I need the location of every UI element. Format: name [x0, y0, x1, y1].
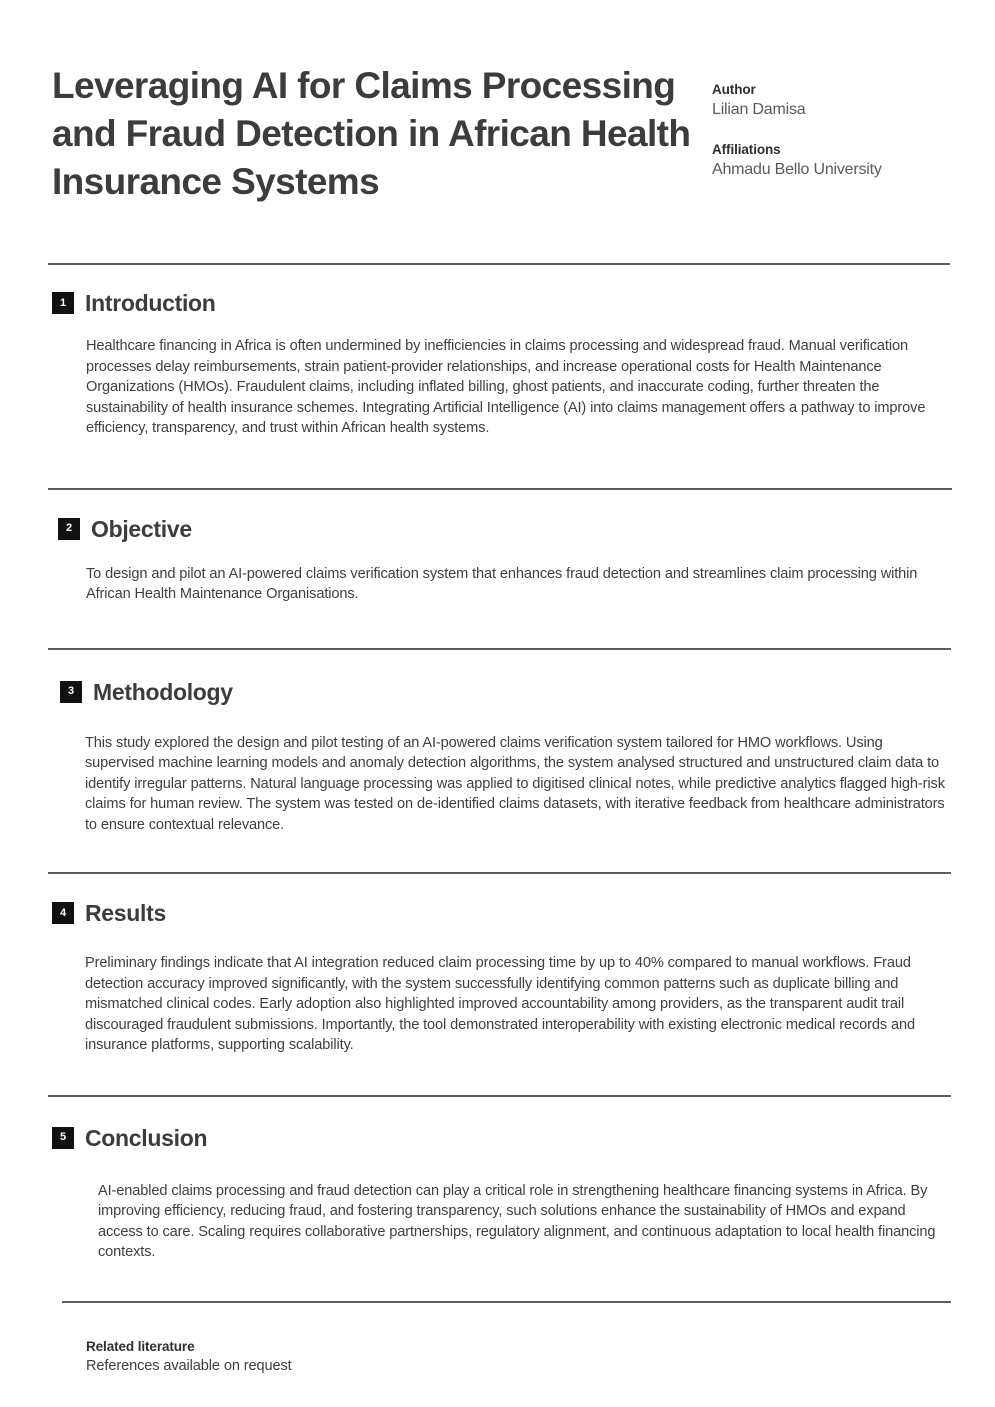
section-header — [58, 515, 995, 543]
document-header — [0, 0, 995, 206]
section-header — [60, 678, 995, 706]
section-header — [52, 899, 995, 927]
affiliations-value: Ahmadu Bello University — [712, 161, 882, 178]
section-title: Introduction — [85, 290, 216, 316]
section-title: Objective — [91, 515, 192, 542]
author-name: Lilian Damisa — [712, 101, 806, 118]
section-conclusion — [0, 1095, 995, 1263]
sections-container — [0, 263, 995, 1263]
affiliations-label: Affiliations — [712, 142, 781, 157]
section-number-badge: 5 — [52, 1127, 74, 1149]
section-divider — [48, 872, 951, 874]
section-header — [52, 1124, 995, 1152]
metadata-column — [707, 62, 947, 201]
author-block — [712, 81, 947, 121]
related-literature-block — [86, 1337, 995, 1377]
section-body: AI-enabled claims processing and fraud detection can play a critical role in strengthening healthcare financing systems in Africa. By improving efficiency, reducing fraud, and fostering transparency, such solutions enhance the sustainability of HMOs and expand access to care. Scaling requires collaborative partnerships, regulatory alignment, and continuous adaptation to local health financing contexts. — [98, 1182, 936, 1260]
section-body: This study explored the design and pilot testing of an AI-powered claims verification system tailored for HMO workflows. Using supervised machine learning models and anomaly detection algorithms, the system analysed structured and unstructured claim data to identify irregular patterns. Natural language processing was applied to digitised clinical notes, while predictive analytics flagged high-risk claims for human review. The system was tested on de-identified claims datasets, with iterative feedback from healthcare administrators to ensure contextual relevance. — [85, 734, 945, 833]
related-literature-text: References available on request — [86, 1357, 292, 1374]
section-divider — [48, 1095, 951, 1097]
section-divider — [48, 488, 952, 490]
title-column — [52, 62, 707, 206]
section-title: Conclusion — [85, 1124, 208, 1151]
section-objective — [0, 488, 995, 605]
section-number-badge: 3 — [60, 681, 82, 703]
section-body: To design and pilot an AI-powered claims verification system that enhances fraud detection and streamlines claim processing within African Health Maintenance Organisations. — [86, 565, 918, 602]
section-results — [0, 872, 995, 1056]
section-title: Methodology — [93, 678, 233, 705]
section-number-badge: 4 — [52, 902, 74, 924]
section-body: Preliminary findings indicate that AI integration reduced claim processing time by up to 40% compared to manual workflows. Fraud detection accuracy improved significantly, with the system successfully identifying common patterns such as duplicate billing and mismatched clinical codes. Early adoption also highlighted improved accountability among providers, as the transparent audit trail discouraged fraudulent submissions. Importantly, the tool demonstrated interoperability with existing electronic medical records and insurance platforms, supporting scalability. — [85, 955, 915, 1053]
related-literature-title: Related literature — [86, 1338, 195, 1354]
section-title: Results — [85, 900, 166, 926]
section-divider — [48, 648, 951, 650]
section-divider — [48, 263, 950, 265]
page-title: Leveraging AI for Claims Processing and Fraud Detection in African Health Insurance Systems — [52, 65, 691, 202]
footer-divider — [62, 1301, 951, 1303]
author-label: Author — [712, 82, 756, 97]
affiliations-block — [712, 141, 947, 181]
section-methodology — [0, 648, 995, 836]
section-number-badge: 2 — [58, 518, 80, 540]
section-introduction — [0, 263, 995, 439]
section-header — [52, 289, 995, 317]
section-number-badge: 1 — [52, 292, 74, 314]
section-body: Healthcare financing in Africa is often undermined by inefficiencies in claims processing and widespread fraud. Manual verification processes delay reimbursements, strain patient-provider relationships, and increase operational costs for Health Maintenance Organizations (HMOs). Fraudulent claims, including inflated billing, ghost patients, and inaccurate coding, further threaten the sustainability of health insurance schemes. Integrating Artificial Intelligence (AI) into claims management offers a pathway to improve efficiency, transparency, and trust within African health systems. — [86, 338, 926, 436]
